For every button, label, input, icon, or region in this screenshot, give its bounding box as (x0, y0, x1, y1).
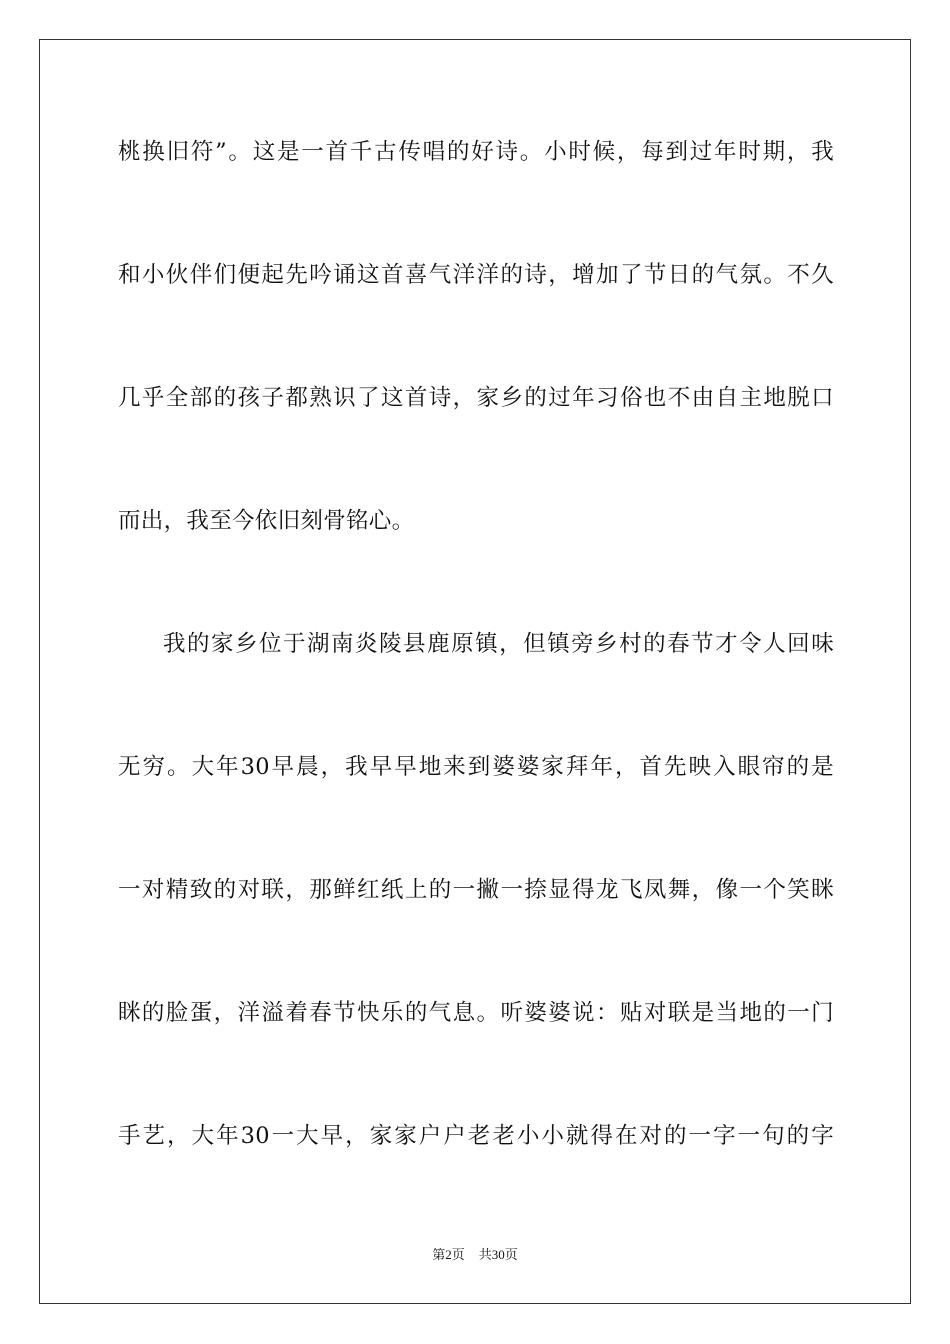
text-line: 桃换旧符”。这是一首千古传唱的好诗。小时候，每到过年时期，我 (118, 139, 834, 165)
text-line: 无穷。大年30早晨，我早早地来到婆婆家拜年，首先映入眼帘的是 (118, 754, 834, 780)
page-total: 共30页 (478, 1247, 518, 1262)
page-number: 第2页 (432, 1247, 465, 1262)
page-footer (0, 1246, 950, 1264)
page-border (39, 39, 911, 1304)
text-line: 而出，我至今依旧刻骨铭心。 (118, 508, 415, 534)
text-line: 和小伙伴们便起先吟诵这首喜气洋洋的诗，增加了节日的气氛。不久 (118, 262, 834, 288)
paragraph-first-line: 我的家乡位于湖南炎陵县鹿原镇，但镇旁乡村的春节才令人回味 (163, 631, 834, 657)
text-line: 几乎全部的孩子都熟识了这首诗，家乡的过年习俗也不由自主地脱口 (118, 385, 834, 411)
text-line: 手艺，大年30一大早，家家户户老老小小就得在对的一字一句的字 (118, 1123, 834, 1149)
text-line: 一对精致的对联，那鲜红纸上的一撇一捺显得龙飞凤舞，像一个笑眯 (118, 877, 834, 903)
text-line: 眯的脸蛋，洋溢着春节快乐的气息。听婆婆说：贴对联是当地的一门 (118, 1000, 834, 1026)
